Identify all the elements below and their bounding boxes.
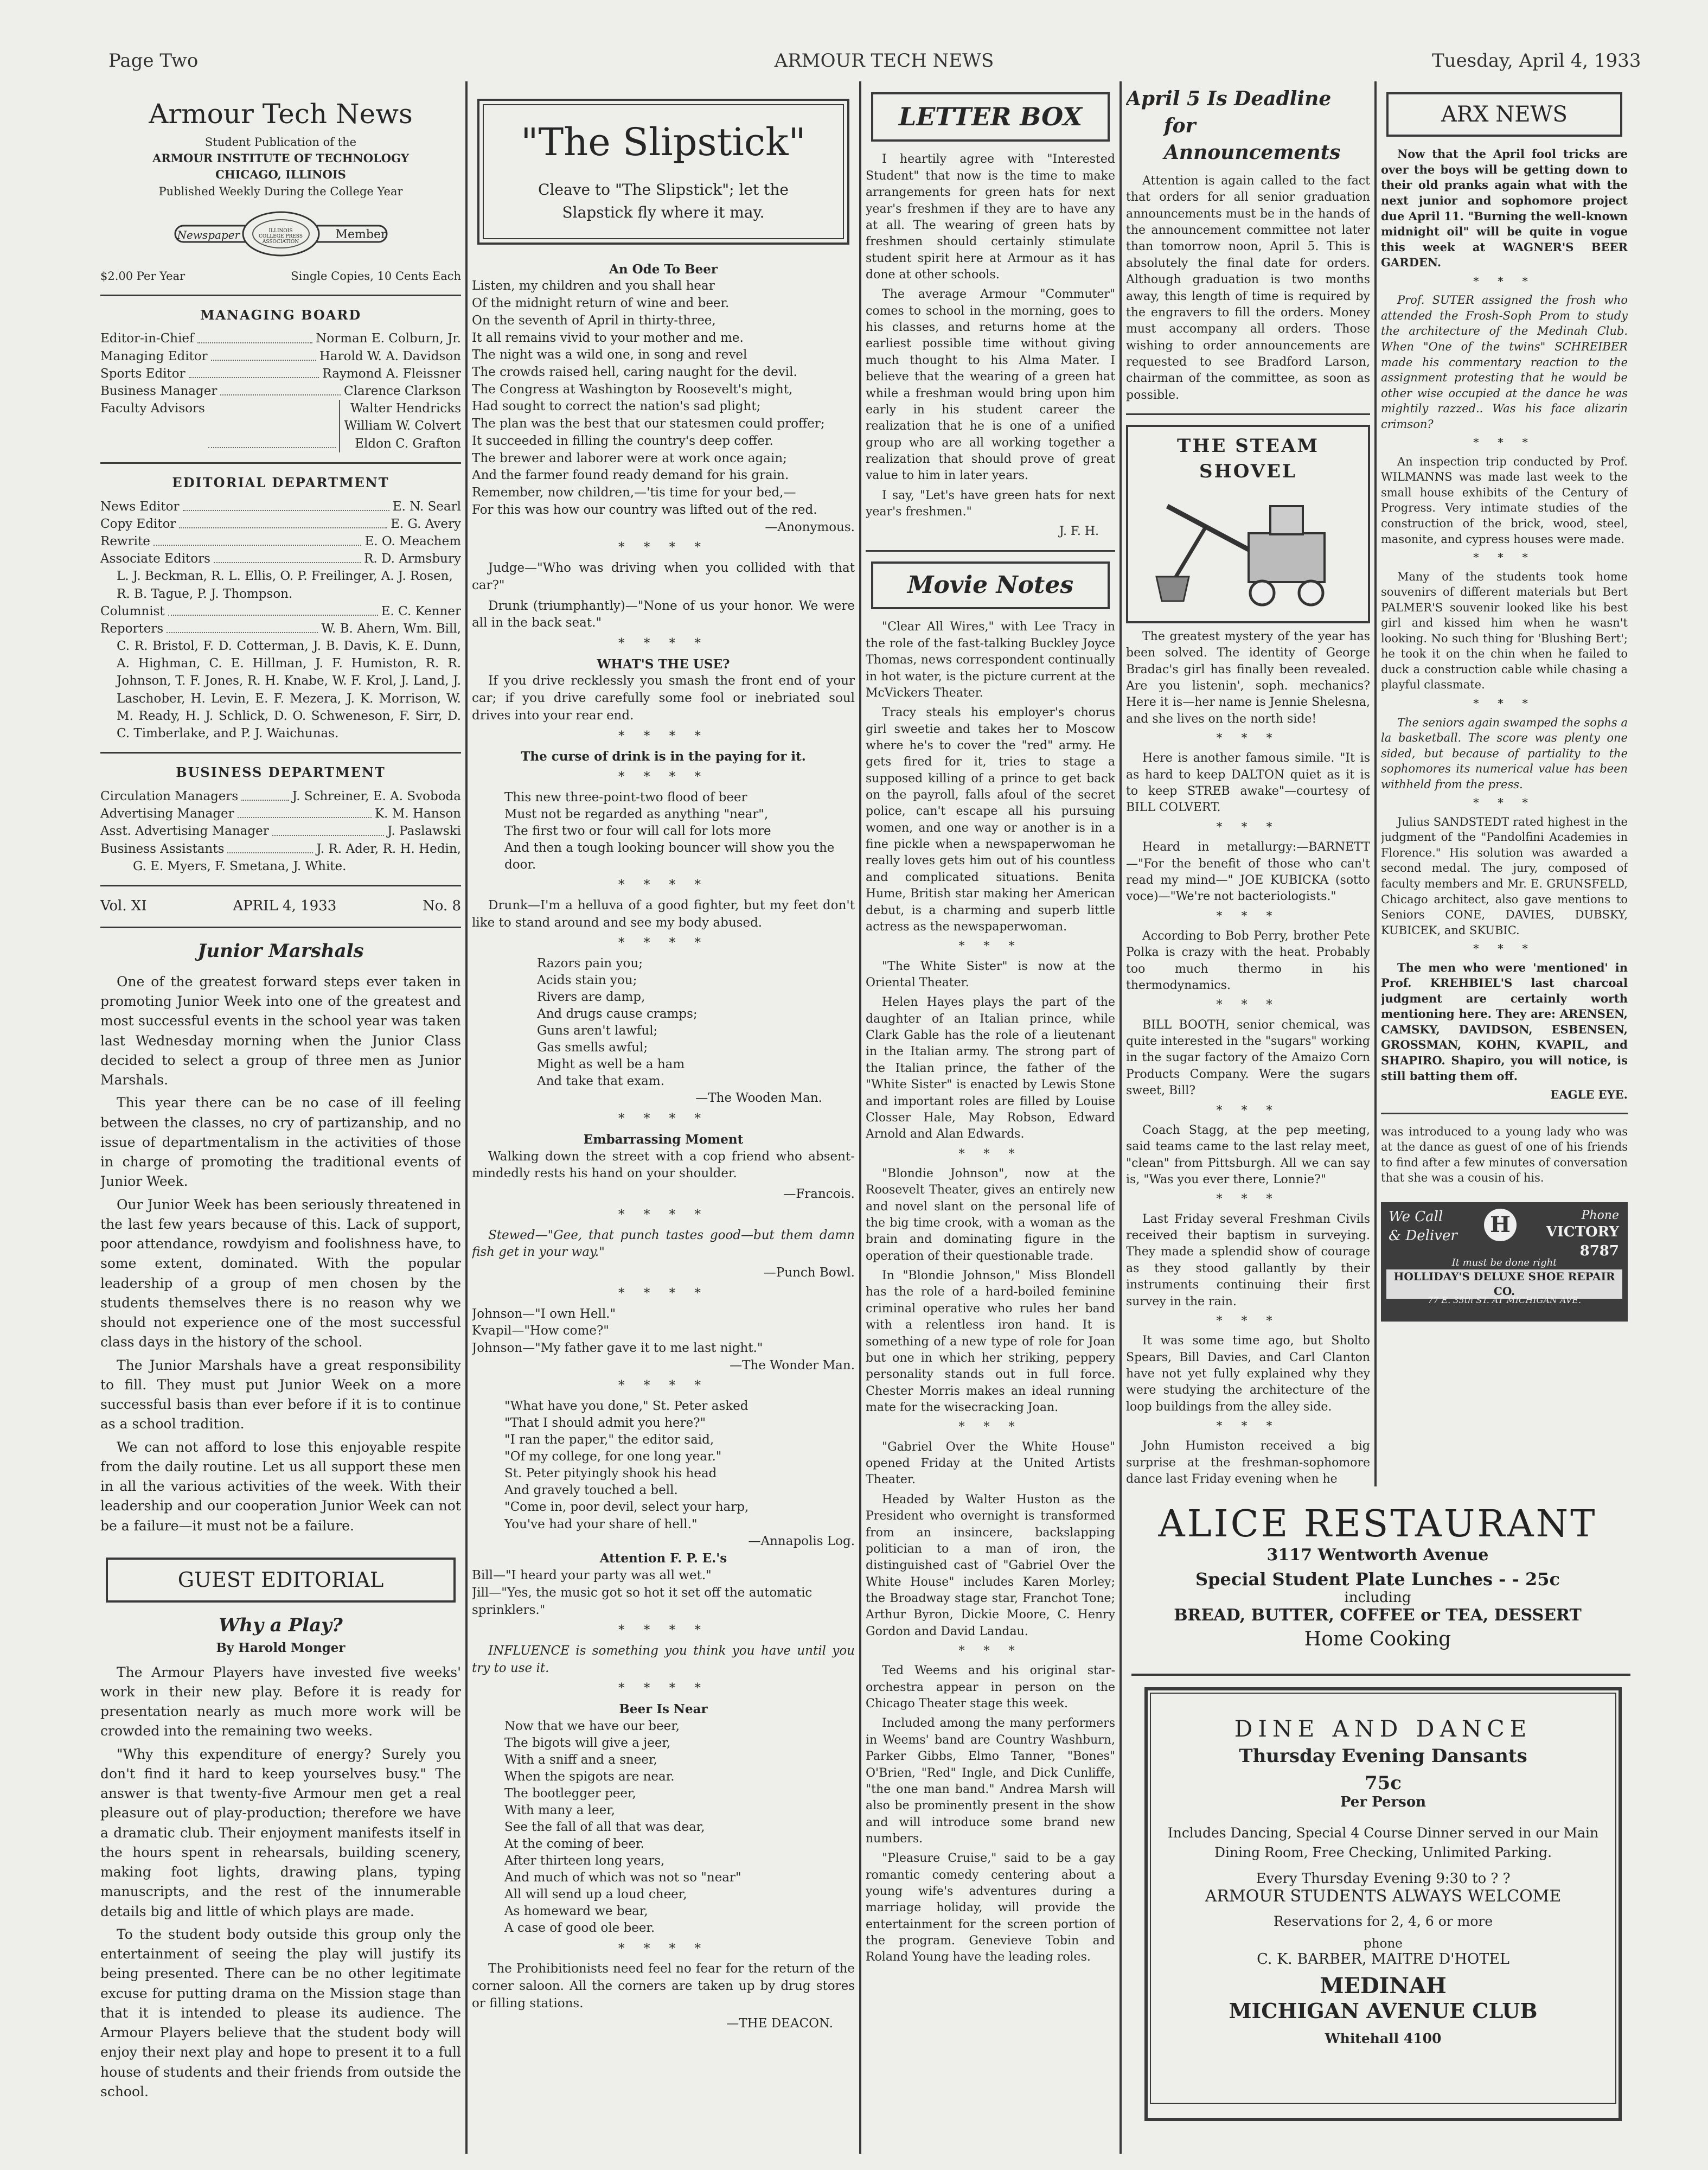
star-divider: * * *: [1216, 998, 1280, 1012]
guest-editorial-paragraph: To the student body outside this group only the entertainment of seeing the play will justify its being presented. There can be no other legitimate excuse for putting drama on the Mission stage than that it is intended to please its audience. The Armour Players believe that the student body will enjoy their next play and hope to present it to a full house of students and their friends from outside the school.: [100, 1926, 461, 2099]
steam-shovel-paragraph: BILL BOOTH, senior chemical, was quite interested in the "sugars" working in the sugar factory of the Amaizo Corn Products Company. Were the sugars sweet, Bill?: [1126, 1018, 1370, 1098]
poem-line: This new three-point-two flood of beer: [504, 790, 747, 805]
joke-line: Johnson—"I own Hell.": [472, 1306, 616, 1321]
faculty-name: Eldon C. Grafton: [355, 436, 461, 451]
arx-paragraph: Julius SANDSTEDT rated highest in the judgment of the "Pandolfini Academies in Florence." His solution was awarded a second medal. The jury, composed of faculty members and Mr. E. GRUNSFELD, Chicago architect, also gave mentions to Seniors CONE, DAVIES, DUBSKY, KUBICEK, and SKUBIC.: [1381, 815, 1628, 937]
steam-shovel-title: THE STEAM SHOVEL: [1177, 435, 1319, 482]
star-divider: * * *: [1473, 942, 1536, 956]
masthead-name: J. R. Ader, R. H. Hedin,: [316, 841, 461, 856]
poem-line: And drugs cause cramps;: [537, 1007, 698, 1022]
columnist-role: Columnist: [100, 604, 165, 618]
poem-line: The bigots will give a jeer,: [504, 1735, 671, 1750]
holliday-phone-number: VICTORY 8787: [1546, 1223, 1619, 1260]
guest-editorial-paragraph: The Armour Players have invested five weeks' work in their new play. Before it is ready for presentation nearly as much more work will be crowded into the remaining two weeks.: [100, 1664, 461, 1739]
slipstick-header-box: [477, 99, 849, 245]
slipstick-column: "The Slipstick" Cleave to "The Slipstick"; let the Slapstick fly where it may. An Ode To Beer Listen, my children and you shall hear Of the midnight return of wine and beer. On the seventh of April in thirty-three, It all remains vivid to your mother and me. The night was a wild one, in song and revel The crowds raised hell, caring naught for the devil. The Congress at Washington by Roosevelt's might, Had sought to correct the nation's sad plight; The plan was the best that our statesmen could proffer; It succeeded in filling the country's deep coffer. The brewer and laborer were at work once again; And the farmer found ready demand for his grain. Remember, now children,—'tis time for your bed,— For this was how our country was lifted out of the red. —Anonymous. * * * * Judge—"Who was driving when you collided with that car?" Drunk (triumphantly)—"None of us your honor. We were all in the back seat." * * * * WHAT'S THE USE? If you drive recklessly you smash the front end of your car; if you drive carefully some fool or inebriated soul drives into your rear end. * * * * The curse of drink is in the paying for it. * * * * This new three-point-two flood of beer Must not be regarded as anything "near", The first two or four will call for lots more And then a tough looking bouncer will show you the door. * * * * Drunk—I'm a helluva of a good fighter, but my feet don't like to stand around and see my body abused. * * * * Razors pain you; Acids stain you; Rivers are damp, And drugs cause cramps; Guns aren't lawful; Gas smells awful; Might as well be a ham And take that exam. —The Wooden Man. * * * * Embarrassing Moment Walking down the street with a cop friend who absent-mindedly rests his hand on your shoulder. —Francois. * * * * Stewed—"Gee, that punch tastes good—but them damn fish get in your way." —Punch Bowl. * * * * Johnson—"I own Hell." Kvapil—"How come?" Johnson—"My father gave it to me last night." —The Wonder Man. * * * * "What have you done," St. Peter asked "That I should admit you here?" "I ran the paper," the editor said, "Of my college, for one long year." St. Peter pityingly shook his head And gravely touched a bell. "Come in, poor devil, select your harp, You've had your share of hell." —Annapolis Log. Attention F. P. E.'s Bill—"I heard your party was all wet." Jill—"Yes, the music got so hot it set off the automatic sprinklers." * * * * INFLUENCE is something you think you have until you try to use it. * * * * Beer Is Near Now that we have our beer, The bigots will give a jeer, With a sniff and a sneer, When the spigots are near. The bootlegger peer, With many a leer, See the fall of all that was dear, At the coming of beer. After thirteen long years, And much of which was not so "near" All will send up a loud cheer, As homeward we bear, A case of good ole beer. * * * * The Prohibitionists need feel no fear for the return of the corner saloon. All the corners are taken up by drug stores or filling stations. —THE DEACON.: [472, 86, 855, 2142]
poem-line: Gas smells awful;: [537, 1041, 648, 1055]
deacon-signature: —THE DEACON.: [726, 2016, 833, 2031]
poem-line: With many a leer,: [504, 1803, 615, 1818]
holliday-deliver: & Deliver: [1389, 1228, 1457, 1244]
razors-signature: —The Wooden Man.: [695, 1091, 822, 1106]
arx-paragraph: Many of the students took home souvenirs of different materials but Bert PALMER'S souvenir looked like his best girl and kissed him when he wasn't looking. No such thing for 'Blushing Bert'; he took it on the chin when he failed to duck a construction cable while chasing a playful classmate.: [1381, 570, 1628, 692]
poem-line: St. Peter pityingly shook his head: [504, 1466, 717, 1481]
faculty-label: Faculty Advisors: [100, 401, 205, 416]
masthead-name: Raymond A. Fleissner: [322, 366, 461, 381]
masthead-role: Sports Editor: [100, 366, 185, 381]
masthead-row: [100, 533, 461, 550]
masthead-row: [100, 348, 461, 365]
movie-note-paragraph: Headed by Walter Huston as the President who overnight is transformed from an insincere, backslapping politician to a man of iron, the distinguished cast of "Gabriel Over the White House" includes Karen Morley; the Broadway stage star, Franchot Tone; Arthur Byron, Dickie Moore, C. Henry Gordon and David Landau.: [866, 1492, 1115, 1638]
star-divider: * * *: [1473, 436, 1536, 450]
masthead-name: Harold W. A. Davidson: [319, 349, 461, 363]
holliday-name: HOLLIDAY'S DELUXE SHOE REPAIR CO.: [1386, 1269, 1622, 1299]
masthead-name: R. D. Armsbury: [364, 552, 461, 566]
poem-line: Of the midnight return of wine and beer.: [472, 296, 730, 311]
masthead-row: [100, 330, 461, 347]
movie-notes-title: Movie Notes: [871, 561, 1110, 610]
holliday-phone-label: Phone: [1581, 1208, 1619, 1222]
razors-poem: [537, 955, 855, 1090]
guest-editorial-body: [100, 1663, 461, 2102]
poem-line: Had sought to correct the nation's sad plight;: [472, 399, 761, 414]
arx-paragraph: The men who were 'mentioned' in Prof. KREHBIEL'S last charcoal judgment are certainly worth mentioning here. They are: ARENSEN, CAMSKY, DAVIDSON, ESBENSEN, GROSSMAN, KOHN, KVAPIL, and SHAPIRO. Shapiro, you will notice, is still batting them off.: [1381, 960, 1628, 1083]
business-list: [100, 788, 461, 858]
masthead-role: Business Assistants: [100, 841, 225, 856]
star-divider: * * *: [1473, 796, 1536, 810]
attention-title: Attention F. P. E.'s: [599, 1551, 727, 1566]
star-divider: * * *: [1473, 697, 1536, 710]
medinah-club-1: MEDINAH: [1320, 1973, 1447, 1999]
managing-board-list: [100, 330, 461, 400]
deadline-shovel-column: [1126, 86, 1370, 1496]
poem-line: "Of my college, for one long year.": [504, 1450, 722, 1464]
poem-line: And gravely touched a bell.: [504, 1483, 678, 1498]
masthead-name: J. Paslawski: [387, 824, 461, 839]
movie-note-paragraph: "Clear All Wires," with Lee Tracy in the role of the fast-talking Buckley Joyce Thomas, news correspondent continually in hot water, is the picture current at the McVickers Theater.: [866, 620, 1115, 700]
steam-shovel-paragraph: The greatest mystery of the year has been solved. The identity of George Bradac's girl has finally been revealed. Are you listenin', soph. mechanics? Here it is—her name is Jennie Shelesna, and she lives on the north side!: [1126, 629, 1370, 726]
masthead-role: Circulation Managers: [100, 789, 239, 804]
masthead-role: Advertising Manager: [100, 807, 234, 821]
steam-shovel-header: [1126, 425, 1370, 623]
holliday-we-call: We Call: [1389, 1208, 1443, 1225]
masthead-role: Business Manager: [100, 384, 218, 399]
masthead-subtitle: Student Publication of the: [204, 135, 357, 149]
influence-joke: INFLUENCE is something you think you have until you try to use it.: [472, 1643, 855, 1675]
guest-editorial-paragraph: "Why this expenditure of energy? Surely you don't find it hard to keep yourselves busy." The answer is that twenty-five Armour men get a real pleasure out of play-production; therefore we have a dramatic club. Their enjoyment manifests itself in the hours spent in rehearsals, building scenery, making foot lights, drawing plans, typing manuscripts, and the rest of the innumerable details big and little of which plays are made.: [100, 1746, 461, 1919]
masthead-role: Asst. Advertising Manager: [100, 824, 269, 839]
masthead-role: Copy Editor: [100, 516, 176, 531]
masthead-row: [100, 822, 461, 840]
masthead-column: [100, 86, 461, 2142]
poem-line: Might as well be a ham: [537, 1057, 685, 1072]
poem-line: As homeward we bear,: [504, 1904, 648, 1919]
masthead-role: Associate Editors: [100, 552, 210, 566]
poem-line: And the farmer found ready demand for his grain.: [472, 468, 789, 483]
medinah-ad: [1144, 1687, 1622, 2121]
poem-line: The bootlegger peer,: [504, 1786, 636, 1801]
letter-box-signature: J. F. H.: [1059, 525, 1099, 539]
judge-joke-punchline: Drunk (triumphantly)—"None of us your honor. We were all in the back seat.": [472, 598, 855, 630]
masthead-row: [100, 382, 461, 400]
editorial-dept-title: EDITORIAL DEPARTMENT: [172, 474, 389, 490]
masthead-row: [100, 515, 461, 533]
star-divider: * * * *: [618, 540, 708, 555]
business-dept-title: BUSINESS DEPARTMENT: [176, 764, 386, 781]
steam-shovel-paragraph: Here is another famous simile. "It is as hard to keep DALTON quiet as it is to keep STREB awake"—courtesy of BILL COLVERT.: [1126, 751, 1370, 815]
junior-marshals-paragraph: The Junior Marshals have a great responsibility to fill. They must put Junior Week on a more successful basis than ever before if it is to continue as a school tradition.: [100, 1357, 461, 1432]
medinah-whitehall: Whitehall 4100: [1325, 2030, 1442, 2046]
poem-line: "I ran the paper," the editor said,: [504, 1433, 714, 1447]
price-single: Single Copies, 10 Cents Each: [291, 270, 461, 283]
price-year: $2.00 Per Year: [100, 270, 185, 283]
poem-line: It all remains vivid to your mother and me.: [472, 330, 744, 345]
junior-marshals-paragraph: We can not afford to lose this enjoyable respite from the daily routine. Let us all support these men in all the various activities of the week. With their leadership and our cooperation Junior Week can not be a failure—it must not be a failure.: [100, 1439, 461, 1534]
poem-line: Now that we have our beer,: [504, 1719, 680, 1733]
arx-paragraph: An inspection trip conducted by Prof. WILMANNS was made last week to the small house exhibits of the Century of Progress. Very intimate studies of the construction of the brick, wood, steel, masonite, and cypress houses were made.: [1381, 455, 1628, 546]
poem-line: It succeeded in filling the country's deep coffer.: [472, 433, 773, 448]
junior-marshals-title: Junior Marshals: [197, 940, 364, 962]
holliday-logo-icon: H: [1484, 1209, 1517, 1241]
beer-is-near-poem: [504, 1718, 855, 1937]
masthead-name: E. O. Meachem: [364, 534, 461, 548]
ode-title: An Ode To Beer: [609, 261, 718, 277]
star-divider: * * *: [1216, 1103, 1280, 1118]
medinah-contact: C. K. BARBER, MAITRE D'HOTEL: [1257, 1950, 1509, 1968]
masthead-role: Editor-in-Chief: [100, 331, 194, 346]
medinah-price: 75c: [1364, 1772, 1402, 1794]
masthead-name: E. N. Searl: [392, 499, 461, 514]
movie-notes-body: [866, 619, 1115, 1965]
holliday-address: 77 E. 35th ST. AT MICHIGAN AVE.: [1427, 1294, 1582, 1305]
johnson-signature: —The Wonder Man.: [730, 1358, 855, 1373]
masthead-role: News Editor: [100, 499, 180, 514]
managing-board-title: MANAGING BOARD: [200, 307, 362, 323]
star-divider: * * *: [958, 1420, 1022, 1434]
badge-newspaper-text: Newspaper: [177, 228, 240, 242]
arx-news-title: ARX NEWS: [1386, 92, 1622, 137]
poem-line: The Congress at Washington by Roosevelt's might,: [472, 382, 793, 397]
whats-the-use-text: If you drive recklessly you smash the front end of your car; if you drive carefully some fool or inebriated soul drives into your rear end.: [472, 674, 855, 723]
column-rule: [465, 81, 468, 2154]
star-divider: * * *: [1473, 275, 1536, 288]
medinah-subhead: Thursday Evening Dansants: [1239, 1745, 1527, 1767]
reporters-list: C. R. Bristol, F. D. Cotterman, J. B. Davis, K. E. Dunn, A. Highman, C. E. Hillman, J. F. Humiston, R. R. Johnson, T. F. Jones, R. H. Knabe, W. F. Krol, J. Land, J. Laschober, H. Levin, E. F. Mezera, J. K. Morrison, W. M. Ready, H. J. Schlick, D. O. Schweneson, F. Sirr, D. C. Timberlake, and P. J. Waichunas.: [117, 639, 461, 741]
masthead-row: [100, 550, 461, 567]
guest-editorial-box: GUEST EDITORIAL: [106, 1558, 456, 1603]
masthead-name: J. Schreiner, E. A. Svoboda: [292, 789, 461, 804]
poem-line: When the spigots are near.: [504, 1770, 675, 1784]
joke-line: Kvapil—"How come?": [472, 1324, 609, 1338]
reporters-first: W. B. Ahern, Wm. Bill,: [321, 621, 461, 636]
paper-name: ARMOUR TECH NEWS: [774, 50, 994, 72]
beer-is-near-title: Beer Is Near: [619, 1702, 708, 1717]
alice-home-cooking: Home Cooking: [1304, 1628, 1451, 1650]
arx-news-body: [1381, 146, 1628, 1084]
judge-joke: Judge—"Who was driving when you collided with that car?": [472, 561, 855, 592]
poem-line: "Come in, poor devil, select your harp,: [504, 1500, 749, 1515]
joke-line: Bill—"I heard your party was all wet.": [472, 1568, 712, 1583]
masthead-title: Armour Tech News: [149, 98, 413, 130]
steam-shovel-paragraph: Last Friday several Freshman Civils received their baptism in surveying. They made a splendid show of courage as they stood gallantly by their instruments continuing their first survey in the rain.: [1126, 1212, 1370, 1309]
volume-date: APRIL 4, 1933: [233, 897, 337, 914]
guest-editorial-title: Why a Play?: [219, 1614, 343, 1637]
holliday-ad: [1381, 1202, 1628, 1322]
embarrassing-title: Embarrassing Moment: [583, 1132, 744, 1147]
star-divider: * * *: [1473, 551, 1536, 565]
poem-line: "That I should admit you here?": [504, 1416, 706, 1431]
star-divider: * * *: [1216, 909, 1280, 923]
movie-note-paragraph: Helen Hayes plays the part of the daughter of an Italian prince, while Clark Gable has the role of a lieutenant in the Italian army. The strong part of the Italian prince, the father of the "White Sister" is enacted by Lewis Stone and important roles are filled by Louise Closser Hale, May Robson, Edward Arnold and Alan Edwards.: [866, 995, 1115, 1141]
poem-line: After thirteen long years,: [504, 1854, 665, 1868]
johnson-joke: [472, 1306, 855, 1357]
ode-signature: —Anonymous.: [765, 520, 855, 534]
poem-line: The crowds raised hell, caring naught for the devil.: [472, 365, 797, 379]
poem-line: The first two or four will call for lots more: [504, 824, 771, 838]
curse-of-drink: The curse of drink is in the paying for it.: [521, 749, 806, 764]
poem-line: On the seventh of April in thirty-three,: [472, 313, 716, 328]
poem-line: Acids stain you;: [537, 973, 637, 988]
alice-address: 3117 Wentworth Avenue: [1266, 1546, 1489, 1565]
masthead-row: [100, 365, 461, 382]
masthead-institute: ARMOUR INSTITUTE OF TECHNOLOGY: [152, 151, 410, 165]
medinah-every: Every Thursday Evening 9:30 to ? ?: [1256, 1870, 1511, 1887]
badge-ring-text: ILLINOIS COLLEGE PRESS ASSOCIATION: [259, 228, 303, 245]
poem-line: Razors pain you;: [537, 956, 643, 971]
letter-paragraph: The average Armour "Commuter" comes to school in the morning, goes to his classes, and returns home at the earliest possible time without giving much thought to his Alma Mater. I believe that the wearing of a green hat while a freshman would bring upon him early in his student career the realization that he is one of a unified group who are all working together a realization that should prove of great value to him in later years.: [866, 288, 1115, 483]
poem-line: See the fall of all that was dear,: [504, 1820, 705, 1835]
embarrassing-text: Walking down the street with a cop friend who absent-mindedly rests his hand on your shoulder.: [472, 1149, 855, 1181]
arx-paragraph: Prof. SUTER assigned the frosh who attended the Frosh-Soph Prom to study the architecture of the Medinah Club. When "One of the twins" SCHREIBER made his commentary reaction to the assignment protesting that he would be other wise occupied at the dance he was mightily razzed.. Was his face alizarin crimson?: [1381, 293, 1628, 431]
poem-line: Rivers are damp,: [537, 990, 645, 1005]
st-peter-signature: —Annapolis Log.: [748, 1534, 855, 1548]
masthead-name: Norman E. Colburn, Jr.: [316, 331, 461, 346]
issue-date-header: Tuesday, April 4, 1933: [1432, 50, 1641, 72]
alice-including: including: [1344, 1590, 1411, 1606]
junior-marshals-paragraph: This year there can be no case of ill feeling between the classes, no cry of partizanship, and no issue of departmentalism in the activities of those in charge of promoting the traditional events of Junior Week.: [100, 1095, 461, 1190]
star-divider: * * *: [1216, 1420, 1280, 1434]
masthead-role: Rewrite: [100, 534, 150, 548]
poem-line: All will send up a loud cheer,: [504, 1887, 687, 1902]
junior-marshals-paragraph: One of the greatest forward steps ever taken in promoting Junior Week into one of the greatest and most successful events in the school year was taken last Wednesday morning when the Junior Class decided to select a group of three men as Junior Marshals.: [100, 973, 461, 1088]
faculty-name: Walter Hendricks: [350, 401, 461, 416]
letters-movies-column: [866, 86, 1115, 2142]
junior-marshals-body: [100, 972, 461, 1536]
poem-line: At the coming of beer.: [504, 1837, 644, 1852]
masthead-frequency: Published Weekly During the College Year: [158, 184, 403, 198]
st-peter-poem: [504, 1398, 855, 1533]
joke-line: Johnson—"My father gave it to me last night.": [472, 1341, 763, 1355]
alice-name: ALICE RESTAURANT: [1158, 1503, 1597, 1546]
movie-note-paragraph: Ted Weems and his original star-orchestra appear in person on the Chicago Theater stage this week.: [866, 1664, 1115, 1711]
faculty-name: William W. Colvert: [344, 419, 461, 433]
medinah-phone-label: phone: [1364, 1936, 1403, 1951]
poem-line: The plan was the best that our statesmen could proffer;: [472, 417, 825, 431]
medinah-club-2: MICHIGAN AVENUE CLUB: [1229, 1998, 1538, 2023]
volume: Vol. XI: [100, 897, 147, 914]
star-divider: * * *: [958, 1147, 1022, 1161]
medinah-per-person: Per Person: [1340, 1794, 1426, 1810]
steam-shovel-continued: was introduced to a young lady who was at the dance as guest of one of his friends to find after a few minutes of conversation that she was a cousin of his.: [1381, 1125, 1628, 1185]
movie-note-paragraph: "The White Sister" is now at the Oriental Theater.: [866, 959, 1115, 990]
steam-shovel-body: [1126, 629, 1370, 1488]
holliday-tagline: It must be done right: [1451, 1256, 1557, 1268]
poem-line: Listen, my children and you shall hear: [472, 279, 715, 293]
arx-signature: EAGLE EYE.: [1550, 1088, 1628, 1102]
poem-line: For this was how our country was lifted out of the red.: [472, 502, 817, 517]
star-divider: * * *: [1216, 1314, 1280, 1328]
badge-member-text: Member: [335, 228, 387, 242]
poem-line: The brewer and laborer were at work once again;: [472, 451, 787, 465]
masthead-name: E. G. Avery: [391, 516, 461, 531]
poem-line: The night was a wild one, in song and revel: [472, 348, 747, 362]
prohibitionists-joke: The Prohibitionists need feel no fear for the return of the corner saloon. All the corners are taken up by drug stores or filling stations.: [472, 1962, 855, 2011]
steam-shovel-paragraph: According to Bob Perry, brother Pete Polka is crazy with the heat. Probably too much thermo in his thermodynamics.: [1126, 929, 1370, 993]
page-label: Page Two: [108, 50, 199, 72]
medinah-welcome: ARMOUR STUDENTS ALWAYS WELCOME: [1205, 1886, 1562, 1906]
star-divider: * * *: [958, 1644, 1022, 1658]
movie-note-paragraph: "Blondie Johnson", now at the Roosevelt Theater, gives an entirely new and novel slant on the personal life of the big time crook, with a woman as the brain and dominating figure in the operation of their questionable trade.: [866, 1166, 1115, 1263]
medinah-reservations: Reservations for 2, 4, 6 or more: [1273, 1913, 1493, 1929]
columnist-name: E. C. Kenner: [381, 604, 461, 618]
steam-shovel-paragraph: It was some time ago, but Sholto Spears, Bill Davies, and Carl Clanton have not yet fully explained why they were studying the architecture of the loop buildings from the alley side.: [1126, 1334, 1370, 1414]
masthead-row: [100, 805, 461, 822]
drunk-joke: Drunk—I'm a helluva of a good fighter, but my feet don't like to stand around and see my body abused.: [472, 898, 855, 930]
slipstick-title: "The Slipstick": [521, 120, 806, 164]
column-rule: [1374, 81, 1377, 1486]
steam-shovel-paragraph: Coach Stagg, at the pep meeting, said teams came to the last relay meet, "clean" from Pittsburgh. All we can say is, "Was you ever there, Lonnie?": [1126, 1123, 1370, 1186]
steam-shovel-illustration: [1135, 484, 1362, 615]
poem-line: And then a tough looking bouncer will show you the door.: [504, 841, 835, 872]
editorial-list: [100, 498, 461, 568]
letter-paragraph: I heartily agree with "Interested Student" that now is the time to make arrangements for green hats for next year's freshmen if they are to have any at all. The wearing of green hats by freshmen should certainly stimulate student spirit here at Armour as it has done at other schools.: [866, 152, 1115, 282]
arx-news-column: [1381, 86, 1628, 1496]
masthead-row: [100, 840, 461, 858]
junior-marshals-paragraph: Our Junior Week has been seriously threatened in the last few years because of this. Lack of support, poor attendance, rowdyism and foolishness have, to some extent, dominated. With the popular leadership of a group of men chosen by the students themselves there is no reason why we should not experience one of the most successful class days in the history of the school.: [100, 1196, 461, 1350]
masthead-row: [100, 788, 461, 805]
poem-line: Guns aren't lawful;: [537, 1024, 658, 1038]
embarrassing-signature: —Francois.: [783, 1187, 855, 1202]
movie-note-paragraph: "Gabriel Over the White House" opened Friday at the United Artists Theater.: [866, 1440, 1115, 1487]
reporters-role: Reporters: [100, 621, 164, 636]
flood-poem: [504, 789, 855, 873]
alice-special: Special Student Plate Lunches - - 25c: [1195, 1569, 1560, 1590]
letter-paragraph: I say, "Let's have green hats for next year's freshmen.": [866, 488, 1115, 519]
issue-number: No. 8: [422, 897, 461, 914]
poem-line: Must not be regarded as anything "near",: [504, 807, 769, 821]
star-divider: * * *: [1216, 1192, 1280, 1207]
poem-line: "What have you done," St. Peter asked: [504, 1399, 749, 1414]
steam-shovel-paragraph: Heard in metallurgy:—BARNETT—"For the benefit of those who can't read my mind—" JOE KUBICKA (sotto voce)—"We're not bacteriologists.": [1126, 840, 1370, 904]
star-divider: * * *: [1216, 732, 1280, 746]
medinah-includes: Includes Dancing, Special 4 Course Dinner served in our Main Dining Room, Free Checking, Unlimited Parking.: [1167, 1825, 1599, 1861]
column-rule: [1120, 81, 1122, 2154]
poem-line: Remember, now children,—'tis time for your bed,—: [472, 486, 796, 500]
letter-box-title: LETTER BOX: [871, 92, 1110, 142]
movie-note-paragraph: Included among the many performers in Weems' band are Country Washburn, Parker Gibbs, Elmo Tanner, "Bones" O'Brien, "Red" Ingle, and Dick Cunliffe, "the one man band." Andrea Marsh will also be prominently present in the show and will introduce some brand new numbers.: [866, 1716, 1115, 1846]
deadline-title-2: for Announcements: [1164, 114, 1341, 164]
press-badge: [164, 209, 398, 258]
steam-shovel-paragraph: John Humiston received a big surprise at the freshman-sophomore dance last Friday evening when he: [1126, 1439, 1370, 1486]
ode-poem: [472, 278, 855, 519]
masthead-role: Managing Editor: [100, 349, 208, 363]
poem-line: And take that exam.: [537, 1074, 665, 1089]
poem-line: With a sniff and a sneer,: [504, 1753, 657, 1767]
column-rule: [859, 81, 861, 2154]
poem-line: And much of which was not so "near": [504, 1871, 741, 1885]
masthead-row: [100, 498, 461, 515]
poem-line: You've had your share of hell.": [504, 1517, 698, 1531]
deadline-title-1: April 5 Is Deadline: [1126, 87, 1332, 110]
guest-editorial-byline: By Harold Monger: [216, 1641, 346, 1656]
movie-note-paragraph: "Pleasure Cruise," said to be a gay romantic comedy centering about a young wife's adventures during a marriage holiday, will provide the entertainment for the screen portion of the program. Genevieve Tobin and Roland Young have the leading roles.: [866, 1852, 1115, 1964]
masthead-city: CHICAGO, ILLINOIS: [215, 168, 346, 182]
arx-paragraph: Now that the April fool tricks are over the boys will be getting down to their old pranks again what with the next junior and sophomore project due April 11. "Burning the well-known midnight oil" will be quite in vogue this week at WAGNER'S BEER GARDEN.: [1381, 147, 1628, 270]
deadline-text: Attention is again called to the fact that orders for all senior graduation announcements must be in the hands of the announcement committee not later than tomorrow noon, April 5. This is absolutely the final date for orders. Although graduation is two months away, this length of time is required by the engravers to fill the orders. Money must accompany all orders. Those wishing to order announcements are requested to see Bradford Larson, chairman of the committee, as soon as possible.: [1126, 174, 1370, 402]
masthead-name: Clarence Clarkson: [344, 384, 461, 399]
movie-note-paragraph: In "Blondie Johnson," Miss Blondell has the role of a hard-boiled feminine criminal operative who rules her band with a relentless iron hand. It is something of a new type of role for Joan but one in which her striking, peppery personality stands out in full force. Chester Morris makes an ideal running mate for the wisecracking Joan.: [866, 1269, 1115, 1414]
associate-editors: L. J. Beckman, R. L. Ellis, O. P. Freilinger, A. J. Rosen, R. B. Tague, P. J. Thompson.: [117, 569, 453, 601]
business-more: G. E. Myers, F. Smetana, J. White.: [133, 859, 347, 873]
arx-paragraph: The seniors again swamped the sophs a la basketball. The score was plenty one sided, but because of partiality to the sophomores its numerical value has been withheld from the press.: [1381, 716, 1628, 791]
stewed-joke: Stewed—"Gee, that punch tastes good—but them damn fish get in your way.": [472, 1228, 855, 1260]
whats-the-use-title: WHAT'S THE USE?: [597, 656, 730, 672]
poem-line: A case of good ole beer.: [504, 1921, 655, 1936]
stewed-signature: —Punch Bowl.: [763, 1266, 855, 1280]
alice-items: BREAD, BUTTER, COFFEE or TEA, DESSERT: [1174, 1606, 1582, 1625]
letter-box-body: [866, 151, 1115, 520]
slipstick-motto: Cleave to "The Slipstick"; let the Slapstick fly where it may.: [538, 180, 789, 221]
attention-joke: [472, 1567, 855, 1619]
star-divider: * * *: [958, 940, 1022, 954]
alice-restaurant-ad: [1134, 1503, 1622, 1650]
joke-line: Jill—"Yes, the music got so hot it set off the automatic sprinklers.": [472, 1585, 813, 1617]
medinah-headline: DINE AND DANCE: [1234, 1715, 1532, 1742]
masthead-name: K. M. Hanson: [374, 807, 461, 821]
movie-note-paragraph: Tracy steals his employer's chorus girl sweetie and takes her to Moscow where he's to cover the "red" army. He gets fired for it, tries to stage a supposed killing of a prince to get back on the payroll, falls afoul of the secret police, can't escape all his pursuing women, and one way or another is in a fine pickle when a newspaperwoman he really loves gets him out of his countless and complicated situations. Benita Hume, British star making her American debut, is a charming and superb little actress as the newspaperwoman.: [866, 706, 1115, 934]
star-divider: * * *: [1216, 820, 1280, 834]
